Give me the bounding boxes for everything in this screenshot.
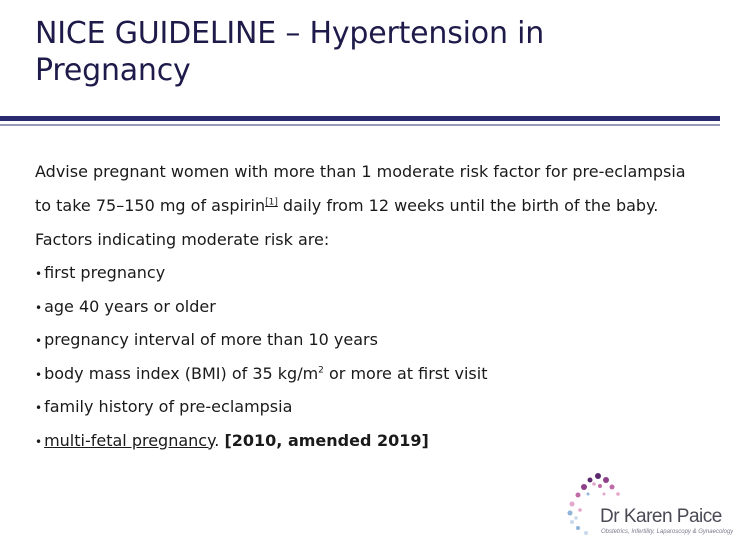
logo-dot <box>595 473 601 479</box>
logo-dot <box>570 520 574 524</box>
list-item <box>35 425 700 459</box>
logo-dot <box>603 493 606 496</box>
list-item <box>35 391 700 425</box>
logo-dot <box>581 484 587 490</box>
bullet-text: age 40 years or older <box>44 296 216 316</box>
bullet-marker: • <box>35 401 43 415</box>
bmi-superscript: 2 <box>318 365 324 376</box>
logo-dot <box>576 493 581 498</box>
logo-dot <box>588 478 593 483</box>
logo-dot <box>570 502 575 507</box>
bullet-text: pregnancy interval of more than 10 years <box>44 330 378 349</box>
intro-paragraph <box>35 155 700 257</box>
logo-dot <box>578 508 582 512</box>
logo-dot <box>616 492 620 496</box>
logo-dot <box>576 526 580 530</box>
reference-link[interactable]: [1] <box>265 197 278 208</box>
intro-text-1: Advise pregnant women with more than 1 moderate risk factor for pre-eclampsia to take 75–150 mg of aspirin <box>35 162 686 215</box>
intro-text-2: daily from 12 weeks until the birth of the baby. Factors indicating moderate risk are: <box>35 196 659 249</box>
list-item <box>35 291 700 325</box>
list-item <box>35 324 700 358</box>
list-item <box>35 257 700 291</box>
logo-dot <box>592 482 596 486</box>
bmi-suffix: or more at first visit <box>323 363 488 383</box>
amendment-tag: [2010, amended 2019] <box>224 430 429 450</box>
bullet-text: body mass index (BMI) of 35 kg/m <box>44 363 319 383</box>
logo-dot <box>598 484 602 488</box>
bullet-text: family history of pre-eclampsia <box>44 397 293 416</box>
multi-fetal-pregnancy-link[interactable]: multi-fetal pregnancy <box>44 430 215 450</box>
bullet-marker: • <box>35 334 43 348</box>
logo-dot <box>574 516 578 520</box>
bullet-marker: • <box>35 267 43 281</box>
bullet-marker: • <box>35 300 43 315</box>
title-divider-thick <box>0 116 720 121</box>
bullet-marker: • <box>35 367 43 382</box>
logo-tagline: Obstetrics, Infertility, Laparoscopy & Gynaecology <box>601 529 733 535</box>
logo-dot <box>603 477 609 483</box>
bullet-text: first pregnancy <box>44 263 166 282</box>
title-divider-thin <box>0 124 720 126</box>
logo-dot <box>610 485 615 490</box>
logo-dot <box>568 511 573 516</box>
logo-dot <box>587 493 590 496</box>
list-item <box>35 358 700 392</box>
bullet-punct: . <box>214 430 225 450</box>
logo-dot <box>584 531 588 535</box>
slide-body <box>35 155 700 458</box>
bullet-marker: • <box>35 434 43 449</box>
logo-name: Dr Karen Paice <box>600 506 722 527</box>
slide-title: NICE GUIDELINE – Hypertension in Pregnancy <box>35 16 545 88</box>
